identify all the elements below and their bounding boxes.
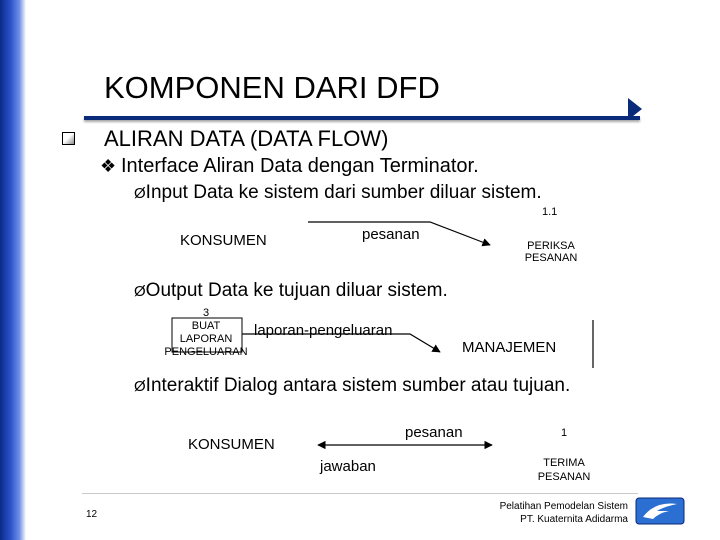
process-name-line3: PENGELUARAN (164, 346, 248, 358)
terminator-konsumen-1: KONSUMEN (180, 232, 267, 249)
slide-title: KOMPONEN DARI DFD (104, 70, 440, 105)
process-name-line2: PESANAN (537, 471, 591, 483)
process-name-line1: PERIKSA (527, 240, 575, 252)
arrow-bullet-icon: Ø (134, 283, 146, 300)
page-number: 12 (86, 509, 98, 520)
footer-divider (82, 493, 638, 494)
company-logo-icon (635, 497, 685, 525)
flow-label-jawaban: jawaban (320, 458, 376, 475)
item-text-input: Data ke sistem dari sumber diluar sistem. (187, 182, 542, 203)
process-id-1-1: 1.1 (542, 206, 558, 218)
process-name-terima (534, 456, 594, 484)
process-id-1: 1 (561, 427, 568, 439)
process-name-buat-laporan (152, 307, 260, 359)
arrow-bullet-icon: Ø (134, 185, 146, 202)
item-label-interaktif: Interaktif (145, 375, 219, 396)
footer-line2: PT. Kuaternita Adidarma (520, 514, 628, 525)
flow-label-laporan-pengeluaran: laporan-pengeluaran (254, 322, 393, 339)
diamond-bullet-icon: ❖ (100, 156, 117, 176)
section-heading: ALIRAN DATA (DATA FLOW) (104, 126, 389, 151)
process-name-line1: BUAT (191, 320, 221, 332)
flow-label-pesanan-3: pesanan (405, 424, 463, 441)
process-name-periksa (523, 240, 579, 264)
terminator-manajemen: MANAJEMEN (462, 339, 557, 356)
item-label-output: Output (145, 280, 203, 301)
flow-label-pesanan-1: pesanan (362, 226, 420, 243)
process-id-3: 3 (202, 307, 210, 319)
item-text-output: Data ke tujuan diluar sistem. (202, 280, 448, 301)
item-text-interaktif: Dialog antara sistem sumber atau tujuan. (218, 375, 571, 396)
footer-line1: Pelatihan Pemodelan Sistem (499, 501, 628, 512)
footer-credit (500, 500, 628, 526)
process-name-line2: LAPORAN (179, 333, 233, 345)
arrow-bullet-icon: Ø (134, 378, 146, 395)
terminator-konsumen-3: KONSUMEN (188, 436, 275, 453)
item-label-input: Input (145, 182, 188, 203)
process-name-line2: PESANAN (524, 252, 578, 264)
subheading: Interface Aliran Data dengan Terminator. (121, 155, 479, 177)
process-name-line1: TERIMA (543, 457, 585, 469)
